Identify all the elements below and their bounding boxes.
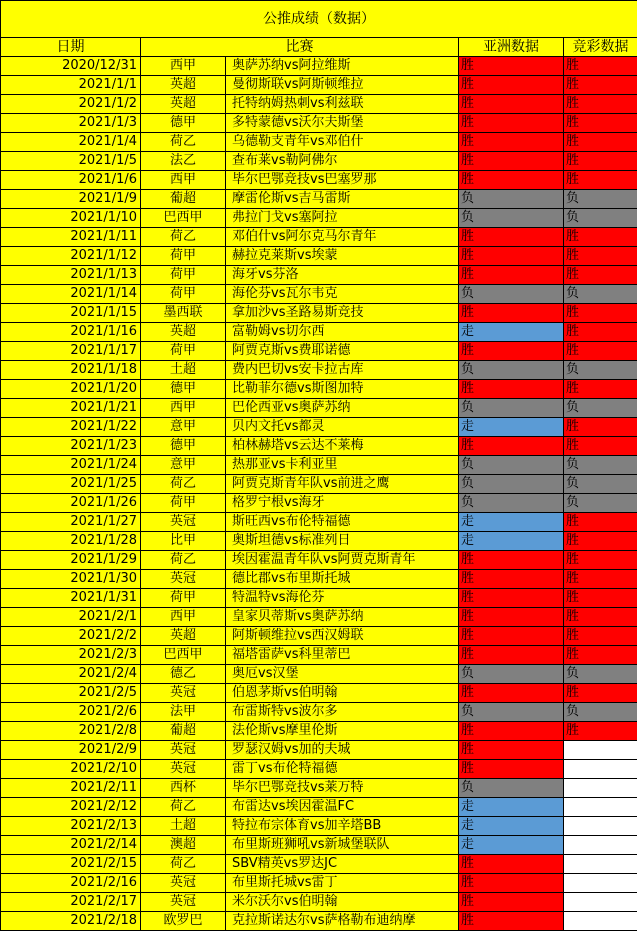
title-row [1,1,637,38]
asian-result-cell: 胜 [459,912,564,931]
asian-result-cell: 胜 [459,133,564,152]
match-cell: 皇家贝蒂斯vs奥萨苏纳 [226,608,459,627]
jingcai-result-cell: 胜 [564,437,637,456]
table-row [1,798,637,817]
header-asian: 亚洲数据 [459,38,564,57]
league-cell: 德乙 [141,665,226,684]
jingcai-result-cell: 胜 [564,551,637,570]
jingcai-result-cell: 胜 [564,684,637,703]
date-cell: 2021/1/5 [1,152,141,171]
table-row [1,551,637,570]
table-row [1,380,637,399]
league-cell: 西甲 [141,399,226,418]
date-cell: 2021/2/14 [1,836,141,855]
match-cell: 热那亚vs卡利亚里 [226,456,459,475]
match-cell: 福塔雷萨vs科里蒂巴 [226,646,459,665]
match-cell: 拿加沙vs圣路易斯竞技 [226,304,459,323]
jingcai-result-cell: 负 [564,475,637,494]
league-cell: 荷乙 [141,475,226,494]
asian-result-cell: 负 [459,285,564,304]
league-cell: 西甲 [141,57,226,76]
match-cell: 曼彻斯联vs阿斯顿维拉 [226,76,459,95]
header-date: 日期 [1,38,141,57]
match-cell: 奥萨苏纳vs阿拉维斯 [226,57,459,76]
league-cell: 葡超 [141,722,226,741]
asian-result-cell: 负 [459,190,564,209]
asian-result-cell: 走 [459,817,564,836]
match-cell: 格罗宁根vs海牙 [226,494,459,513]
jingcai-result-cell: 胜 [564,95,637,114]
match-cell: 多特蒙德vs沃尔夫斯堡 [226,114,459,133]
league-cell: 意甲 [141,456,226,475]
league-cell: 荷甲 [141,247,226,266]
table-row [1,874,637,893]
table-row [1,57,637,76]
jingcai-result-cell [564,817,637,836]
table-row [1,437,637,456]
asian-result-cell: 负 [459,494,564,513]
table-row [1,228,637,247]
jingcai-result-cell [564,798,637,817]
match-cell: 奥斯坦德vs标准列日 [226,532,459,551]
asian-result-cell: 胜 [459,152,564,171]
jingcai-result-cell: 负 [564,361,637,380]
asian-result-cell: 胜 [459,171,564,190]
date-cell: 2021/1/4 [1,133,141,152]
table-row [1,266,637,285]
jingcai-result-cell: 胜 [564,342,637,361]
league-cell: 德甲 [141,114,226,133]
table-row [1,703,637,722]
table-row [1,475,637,494]
jingcai-result-cell: 负 [564,494,637,513]
date-cell: 2021/2/9 [1,741,141,760]
jingcai-result-cell: 胜 [564,114,637,133]
table-row [1,418,637,437]
asian-result-cell: 负 [459,703,564,722]
jingcai-result-cell: 胜 [564,304,637,323]
league-cell: 墨西联 [141,304,226,323]
table-row [1,665,637,684]
date-cell: 2021/2/4 [1,665,141,684]
date-cell: 2021/1/9 [1,190,141,209]
match-cell: 布雷达vs埃因霍温FC [226,798,459,817]
asian-result-cell: 走 [459,532,564,551]
match-cell: 埃因霍温青年队vs阿贾克斯青年 [226,551,459,570]
table-row [1,760,637,779]
table-row [1,532,637,551]
table-row [1,323,637,342]
match-cell: SBV精英vs罗达JC [226,855,459,874]
league-cell: 英冠 [141,874,226,893]
jingcai-result-cell: 负 [564,703,637,722]
date-cell: 2021/1/2 [1,95,141,114]
league-cell: 荷甲 [141,342,226,361]
asian-result-cell: 胜 [459,380,564,399]
jingcai-result-cell: 胜 [564,57,637,76]
league-cell: 欧罗巴 [141,912,226,931]
jingcai-result-cell: 胜 [564,323,637,342]
league-cell: 英冠 [141,760,226,779]
date-cell: 2021/1/24 [1,456,141,475]
league-cell: 英超 [141,627,226,646]
table-row [1,608,637,627]
date-cell: 2021/1/3 [1,114,141,133]
date-cell: 2021/1/1 [1,76,141,95]
asian-result-cell: 走 [459,798,564,817]
match-cell: 阿斯顿维拉vs西汉姆联 [226,627,459,646]
table-row [1,190,637,209]
asian-result-cell: 胜 [459,228,564,247]
date-cell: 2021/2/8 [1,722,141,741]
asian-result-cell: 胜 [459,760,564,779]
asian-result-cell: 胜 [459,646,564,665]
league-cell: 荷甲 [141,285,226,304]
asian-result-cell: 负 [459,779,564,798]
table-row [1,817,637,836]
date-cell: 2021/1/15 [1,304,141,323]
date-cell: 2021/2/16 [1,874,141,893]
jingcai-result-cell [564,760,637,779]
table-row [1,133,637,152]
table-row [1,209,637,228]
jingcai-result-cell: 胜 [564,380,637,399]
match-cell: 米尔沃尔vs伯明翰 [226,893,459,912]
date-cell: 2021/1/25 [1,475,141,494]
date-cell: 2021/1/29 [1,551,141,570]
date-cell: 2021/2/17 [1,893,141,912]
jingcai-result-cell: 胜 [564,646,637,665]
date-cell: 2021/1/21 [1,399,141,418]
date-cell: 2020/12/31 [1,57,141,76]
match-cell: 比勒菲尔德vs斯图加特 [226,380,459,399]
jingcai-result-cell [564,912,637,931]
table-row [1,893,637,912]
date-cell: 2021/1/28 [1,532,141,551]
match-cell: 费内巴切vs安卡拉古库 [226,361,459,380]
league-cell: 荷甲 [141,589,226,608]
table-row [1,285,637,304]
date-cell: 2021/2/5 [1,684,141,703]
match-cell: 阿贾克斯vs费耶诺德 [226,342,459,361]
league-cell: 澳超 [141,836,226,855]
match-cell: 海伦芬vs瓦尔韦克 [226,285,459,304]
jingcai-result-cell: 胜 [564,247,637,266]
league-cell: 英超 [141,95,226,114]
table-row [1,456,637,475]
match-cell: 斯旺西vs布伦特福德 [226,513,459,532]
jingcai-result-cell: 胜 [564,266,637,285]
table-row [1,76,637,95]
match-cell: 特拉布宗体育vs加辛塔BB [226,817,459,836]
date-cell: 2021/1/22 [1,418,141,437]
jingcai-result-cell: 胜 [564,133,637,152]
match-cell: 贝内文托vs都灵 [226,418,459,437]
jingcai-result-cell: 负 [564,665,637,684]
match-cell: 布里斯班狮吼vs新城堡联队 [226,836,459,855]
asian-result-cell: 负 [459,209,564,228]
match-cell: 赫拉克莱斯vs埃蒙 [226,247,459,266]
asian-result-cell: 胜 [459,722,564,741]
league-cell: 巴西甲 [141,209,226,228]
table-row [1,779,637,798]
table-row [1,304,637,323]
match-cell: 特温特vs海伦芬 [226,589,459,608]
jingcai-result-cell [564,893,637,912]
jingcai-result-cell: 胜 [564,532,637,551]
jingcai-result-cell: 胜 [564,570,637,589]
match-cell: 富勒姆vs切尔西 [226,323,459,342]
asian-result-cell: 走 [459,323,564,342]
match-cell: 雷丁vs布伦特福德 [226,760,459,779]
jingcai-result-cell: 胜 [564,228,637,247]
sheet-title: 公推成绩（数据） [1,1,637,38]
table-row [1,722,637,741]
table-row [1,684,637,703]
league-cell: 巴西甲 [141,646,226,665]
date-cell: 2021/1/16 [1,323,141,342]
asian-result-cell: 胜 [459,95,564,114]
table-row [1,589,637,608]
league-cell: 荷乙 [141,133,226,152]
asian-result-cell: 胜 [459,551,564,570]
jingcai-result-cell: 胜 [564,418,637,437]
table-row [1,741,637,760]
asian-result-cell: 胜 [459,741,564,760]
asian-result-cell: 胜 [459,57,564,76]
jingcai-result-cell: 胜 [564,627,637,646]
jingcai-result-cell [564,779,637,798]
date-cell: 2021/2/11 [1,779,141,798]
asian-result-cell: 胜 [459,684,564,703]
league-cell: 德甲 [141,380,226,399]
date-cell: 2021/1/20 [1,380,141,399]
jingcai-result-cell [564,741,637,760]
date-cell: 2021/1/12 [1,247,141,266]
table-row [1,171,637,190]
league-cell: 荷甲 [141,494,226,513]
match-cell: 毕尔巴鄂竞技vs莱万特 [226,779,459,798]
date-cell: 2021/1/14 [1,285,141,304]
match-cell: 弗拉门戈vs塞阿拉 [226,209,459,228]
table-row [1,855,637,874]
match-cell: 奥厄vs汉堡 [226,665,459,684]
match-cell: 托特纳姆热刺vs利兹联 [226,95,459,114]
match-cell: 巴伦西亚vs奥萨苏纳 [226,399,459,418]
asian-result-cell: 负 [459,665,564,684]
match-cell: 柏林赫塔vs云达不莱梅 [226,437,459,456]
match-cell: 法伦斯vs摩里伦斯 [226,722,459,741]
date-cell: 2021/2/2 [1,627,141,646]
match-cell: 邓伯什vs阿尔克马尔青年 [226,228,459,247]
asian-result-cell: 胜 [459,114,564,133]
table-row [1,152,637,171]
asian-result-cell: 胜 [459,437,564,456]
asian-result-cell: 胜 [459,304,564,323]
match-cell: 伯恩茅斯vs伯明翰 [226,684,459,703]
match-cell: 布雷斯特vs波尔多 [226,703,459,722]
asian-result-cell: 负 [459,361,564,380]
match-cell: 德比郡vs布里斯托城 [226,570,459,589]
league-cell: 土超 [141,817,226,836]
date-cell: 2021/1/6 [1,171,141,190]
jingcai-result-cell: 胜 [564,513,637,532]
table-row [1,95,637,114]
jingcai-result-cell [564,855,637,874]
asian-result-cell: 胜 [459,570,564,589]
league-cell: 英超 [141,323,226,342]
match-cell: 毕尔巴鄂竞技vs巴塞罗那 [226,171,459,190]
league-cell: 意甲 [141,418,226,437]
asian-result-cell: 胜 [459,874,564,893]
asian-result-cell: 走 [459,418,564,437]
date-cell: 2021/2/13 [1,817,141,836]
header-jingcai: 竞彩数据 [564,38,637,57]
table-row [1,247,637,266]
jingcai-result-cell: 胜 [564,608,637,627]
league-cell: 英冠 [141,741,226,760]
league-cell: 荷乙 [141,798,226,817]
table-row [1,513,637,532]
match-cell: 乌德勒支青年vs邓伯什 [226,133,459,152]
match-cell: 布里斯托城vs雷丁 [226,874,459,893]
table-row [1,836,637,855]
league-cell: 西杯 [141,779,226,798]
jingcai-result-cell: 胜 [564,152,637,171]
date-cell: 2021/2/6 [1,703,141,722]
asian-result-cell: 胜 [459,589,564,608]
date-cell: 2021/1/31 [1,589,141,608]
date-cell: 2021/1/27 [1,513,141,532]
asian-result-cell: 胜 [459,266,564,285]
league-cell: 荷乙 [141,551,226,570]
league-cell: 法甲 [141,703,226,722]
league-cell: 英冠 [141,570,226,589]
league-cell: 法乙 [141,152,226,171]
jingcai-result-cell: 负 [564,399,637,418]
league-cell: 荷乙 [141,855,226,874]
table-row [1,399,637,418]
match-cell: 海牙vs芬洛 [226,266,459,285]
league-cell: 英超 [141,76,226,95]
asian-result-cell: 胜 [459,247,564,266]
asian-result-cell: 胜 [459,627,564,646]
match-cell: 阿贾克斯青年队vs前进之鹰 [226,475,459,494]
table-row [1,627,637,646]
jingcai-result-cell: 负 [564,456,637,475]
table-row [1,494,637,513]
league-cell: 葡超 [141,190,226,209]
date-cell: 2021/1/17 [1,342,141,361]
match-cell: 查布莱vs勒阿佛尔 [226,152,459,171]
date-cell: 2021/1/13 [1,266,141,285]
date-cell: 2021/1/23 [1,437,141,456]
date-cell: 2021/1/26 [1,494,141,513]
league-cell: 荷甲 [141,266,226,285]
asian-result-cell: 负 [459,399,564,418]
jingcai-result-cell: 胜 [564,76,637,95]
jingcai-result-cell: 负 [564,285,637,304]
jingcai-result-cell: 胜 [564,171,637,190]
date-cell: 2021/2/10 [1,760,141,779]
jingcai-result-cell [564,836,637,855]
asian-result-cell: 胜 [459,893,564,912]
header-row [1,38,637,57]
date-cell: 2021/1/11 [1,228,141,247]
header-match: 比赛 [141,38,459,57]
date-cell: 2021/2/3 [1,646,141,665]
league-cell: 土超 [141,361,226,380]
match-cell: 克拉斯诺达尔vs萨格勒布迪纳摩 [226,912,459,931]
table-row [1,114,637,133]
asian-result-cell: 走 [459,513,564,532]
table-row [1,361,637,380]
asian-result-cell: 负 [459,475,564,494]
table-row [1,342,637,361]
league-cell: 比甲 [141,532,226,551]
asian-result-cell: 胜 [459,76,564,95]
table-row [1,570,637,589]
asian-result-cell: 胜 [459,342,564,361]
league-cell: 荷乙 [141,228,226,247]
date-cell: 2021/2/18 [1,912,141,931]
date-cell: 2021/1/10 [1,209,141,228]
league-cell: 英冠 [141,684,226,703]
table-row [1,912,637,931]
asian-result-cell: 胜 [459,608,564,627]
table-row [1,646,637,665]
date-cell: 2021/2/12 [1,798,141,817]
league-cell: 德甲 [141,437,226,456]
league-cell: 英冠 [141,893,226,912]
asian-result-cell: 负 [459,456,564,475]
asian-result-cell: 胜 [459,855,564,874]
jingcai-result-cell: 负 [564,209,637,228]
jingcai-result-cell: 胜 [564,589,637,608]
jingcai-result-cell [564,874,637,893]
match-cell: 摩雷伦斯vs吉马雷斯 [226,190,459,209]
jingcai-result-cell: 胜 [564,722,637,741]
date-cell: 2021/1/30 [1,570,141,589]
league-cell: 西甲 [141,171,226,190]
jingcai-result-cell: 负 [564,190,637,209]
date-cell: 2021/1/18 [1,361,141,380]
asian-result-cell: 走 [459,836,564,855]
league-cell: 西甲 [141,608,226,627]
date-cell: 2021/2/1 [1,608,141,627]
date-cell: 2021/2/15 [1,855,141,874]
league-cell: 英冠 [141,513,226,532]
match-cell: 罗瑟汉姆vs加的夫城 [226,741,459,760]
